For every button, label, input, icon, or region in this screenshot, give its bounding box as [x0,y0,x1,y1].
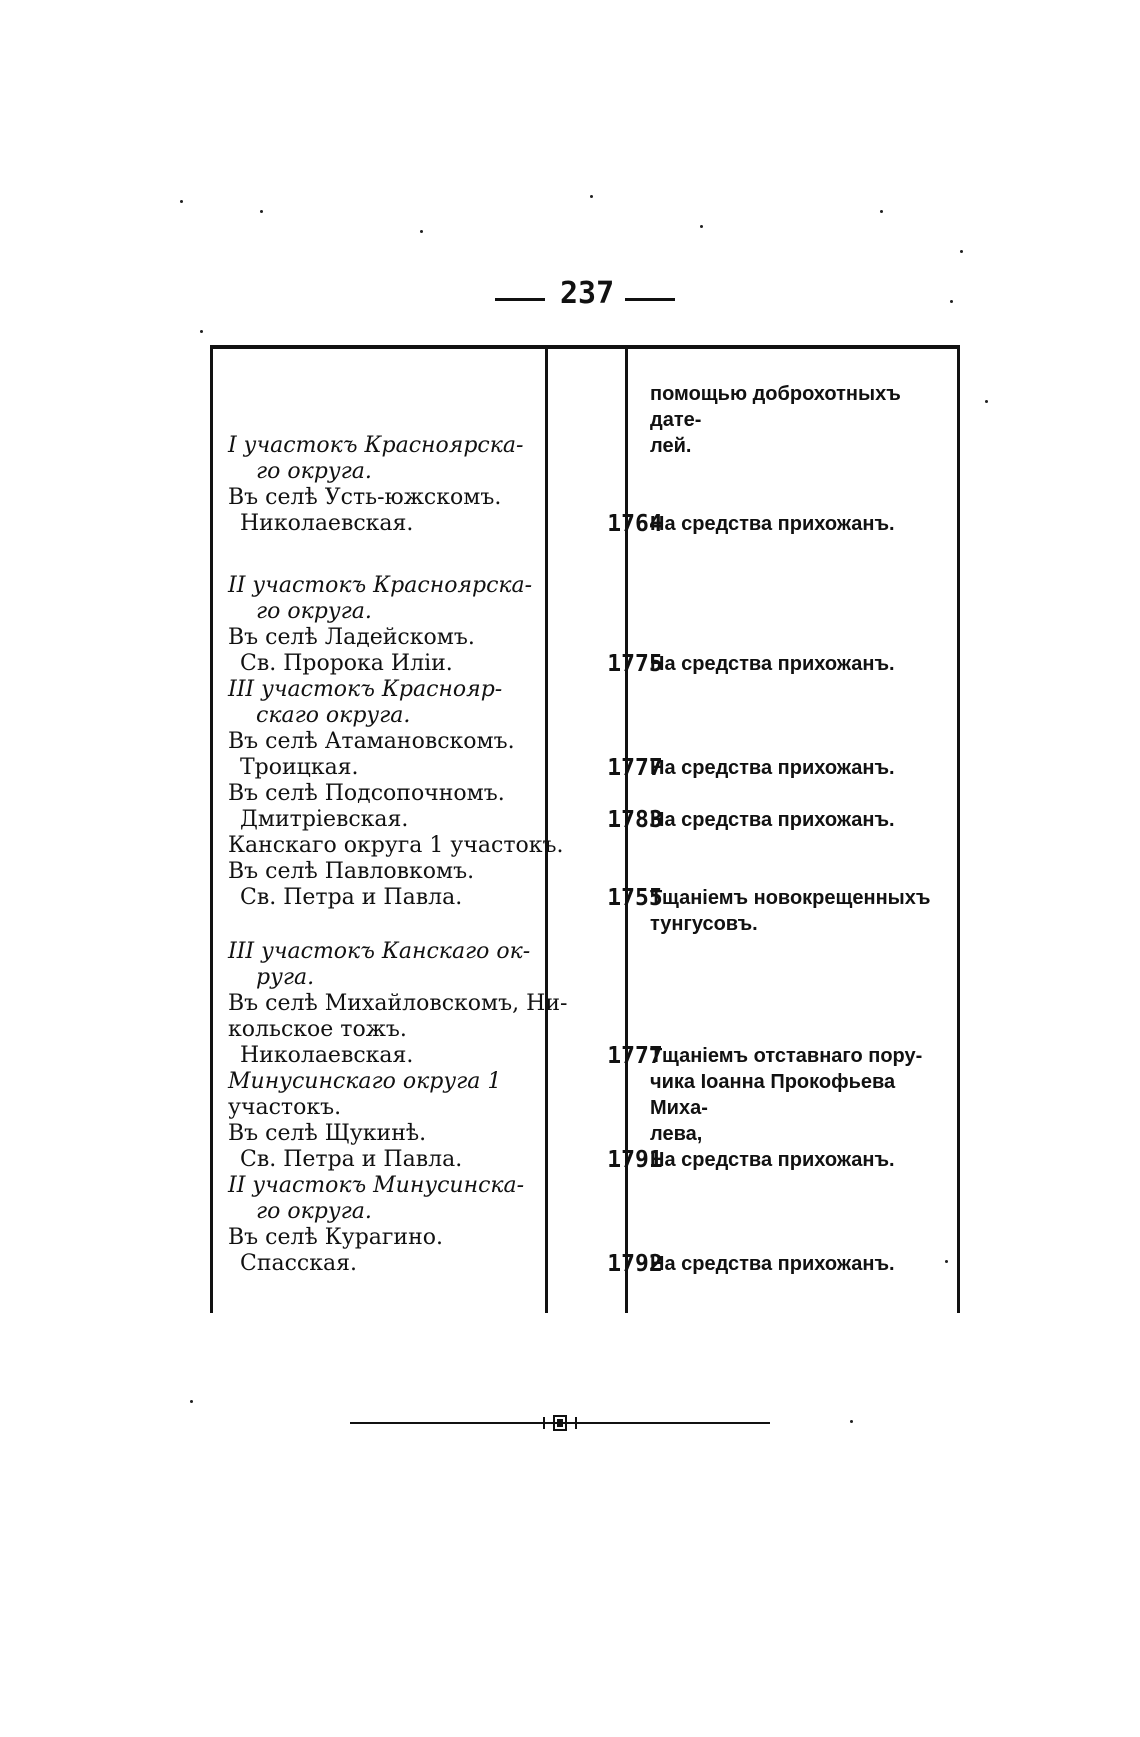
table-left-rule [210,345,213,1313]
year-cell: 1791 [607,1147,663,1173]
church-table [210,345,960,1313]
place-cell: III участокъ Канскаго ок- руга. Въ селѣ Михайловскомъ, Ни- кольское тожъ. Николаевская. [228,939,568,1068]
table-top-rule [210,345,960,349]
place-cell: III участокъ Краснояр- скаго округа. Въ селѣ Атамановскомъ. Троицкая. [228,677,515,780]
note-cell: помощью доброхотныхъ дате- лей. [650,383,901,457]
place-cell: Канскаго округа 1 участокъ. Въ селѣ Павловкомъ. Св. Петра и Павла. [228,833,564,910]
year-cell: 1777 [607,755,663,781]
place-cell: II участокъ Красноярска- го округа. Въ селѣ Ладейскомъ. Св. Пророка Иліи. [228,573,533,676]
page-header [0,268,1140,311]
year-cell: 1792 [607,1251,663,1277]
place-cell: II участокъ Минусинска- го округа. Въ селѣ Курагино. Спасская. [228,1173,525,1276]
note-cell: Тщаніемъ новокрещенныхъ тунгусовъ. [650,887,931,935]
year-cell: 1777 [607,1043,663,1069]
note-cell: На средства прихожанъ. [650,513,895,535]
note-cell: На средства прихожанъ. [650,757,895,779]
note-cell: На средства прихожанъ. [650,1149,895,1171]
footer-ornament [350,1413,770,1433]
year-cell: 1783 [607,807,663,833]
header-rule-right [625,298,675,301]
header-rule-left [495,298,545,301]
place-cell: Минусинскаго округа 1 участокъ. Въ селѣ Щукинѣ. Св. Петра и Павла. [228,1069,502,1172]
note-cell: На средства прихожанъ. [650,653,895,675]
note-cell: На средства прихожанъ. [650,809,895,831]
year-cell: 1775 [607,651,663,677]
year-cell: 1755 [607,885,663,911]
ornament-icon [530,1413,590,1433]
note-cell: На средства прихожанъ. [650,1253,895,1275]
year-cell: 1764 [607,511,663,537]
table-right-rule [957,345,960,1313]
page-number: 237 [560,276,615,311]
place-cell: Въ селѣ Подсопочномъ. Дмитріевская. [228,781,505,832]
place-cell: I участокъ Красноярска- го округа. Въ селѣ Усть-южскомъ. Николаевская. [228,433,524,536]
note-cell: Тщаніемъ отставнаго пору- чика Іоанна Прокофьева Миха- лева, [650,1045,923,1145]
